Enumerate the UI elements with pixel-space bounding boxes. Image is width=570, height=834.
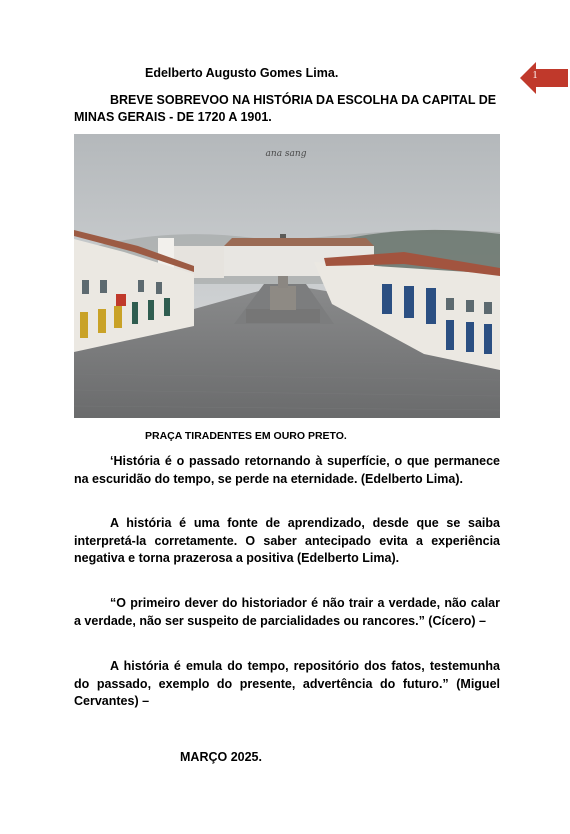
document-title: BREVE SOBREVOO NA HISTÓRIA DA ESCOLHA DA CAPITAL DE MINAS GERAIS - DE 1720 A 1901.	[74, 93, 497, 124]
praca-tiradentes-photo	[74, 134, 500, 418]
photo-watermark: ana sang	[265, 149, 307, 159]
paragraph-2: A história é uma fonte de aprendizado, desde que se saiba interpretá-la corretamente. O saber antecipado evita a experiência negativa e torna prazerosa a positiva (Edelberto Lima).	[74, 516, 500, 565]
author-name: Edelberto Augusto Gomes Lima.	[145, 66, 339, 80]
photo-caption: PRAÇA TIRADENTES EM OURO PRETO.	[145, 430, 347, 442]
document-date: MARÇO 2025.	[180, 750, 262, 764]
paragraph-1: ‘História é o passado retornando à superfície, o que permanece na escuridão do tempo, se perde na eternidade. (Edelberto Lima).	[74, 454, 500, 486]
paragraph-3: “O primeiro dever do historiador é não trair a verdade, não calar a verdade, não ser suspeito de parcialidades ou rancores.” (Cícero) –	[74, 596, 500, 628]
paragraph-4: A história é emula do tempo, repositório dos fatos, testemunha do passado, exemplo do presente, advertência do futuro.” (Miguel Cervantes) –	[74, 659, 500, 708]
page-number: 1	[532, 70, 538, 81]
